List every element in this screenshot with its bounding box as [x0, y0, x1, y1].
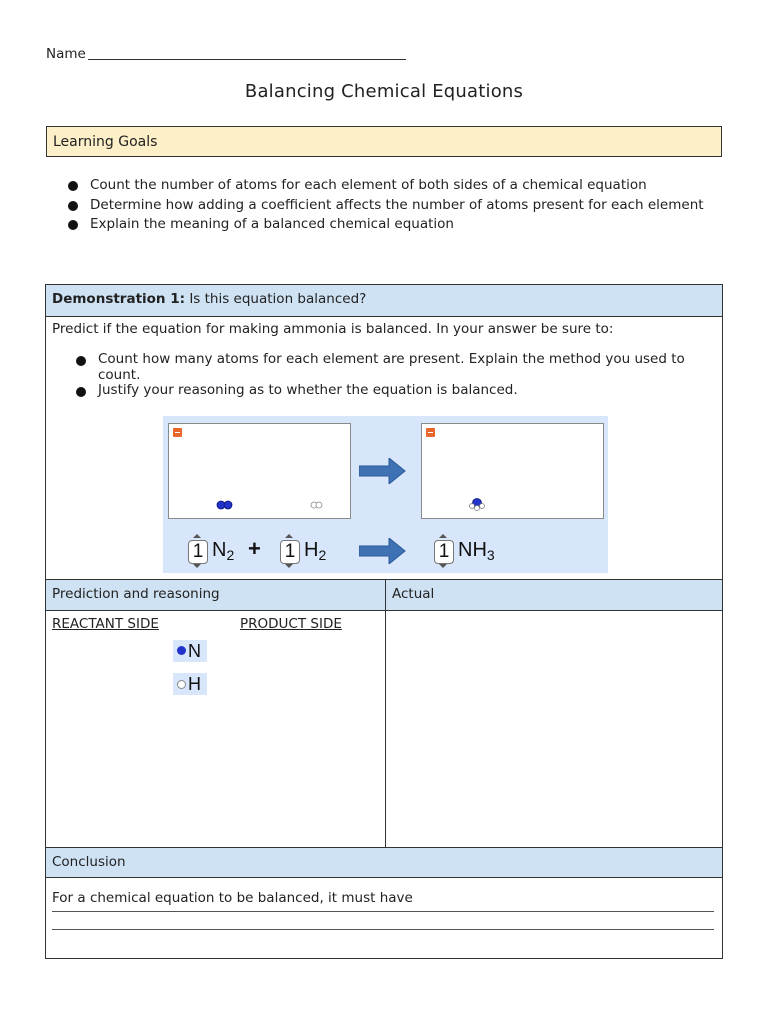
product-molecule: [422, 424, 605, 520]
name-field[interactable]: [46, 46, 406, 62]
coefficient-value: 1: [280, 540, 300, 564]
reaction-arrow-icon: [359, 458, 409, 484]
reactant-side-label: REACTANT SIDE: [52, 616, 159, 632]
product-side-label: PRODUCT SIDE: [240, 616, 342, 632]
page-title: Balancing Chemical Equations: [244, 81, 524, 102]
conclusion-prompt: For a chemical equation to be balanced, it must have: [52, 890, 413, 906]
demonstration-label: Demonstration 1:: [52, 291, 186, 307]
task-list: [76, 352, 716, 399]
prediction-answer-area[interactable]: [46, 611, 385, 847]
decrement-icon[interactable]: [193, 564, 201, 568]
decrement-icon[interactable]: [439, 564, 447, 568]
actual-answer-area[interactable]: [386, 611, 722, 847]
hydrogen-atom: [316, 502, 322, 508]
name-label: Name: [46, 46, 86, 62]
learning-goals-list: [68, 176, 718, 235]
coefficient-value: 1: [434, 540, 454, 564]
answer-line[interactable]: [52, 911, 714, 912]
prediction-actual-header: [46, 580, 722, 610]
equation-arrow-icon: [359, 538, 409, 564]
learning-goals-header: [46, 126, 722, 157]
demonstration-header: [46, 285, 722, 316]
element-hydrogen: H: [173, 673, 207, 695]
coefficient-stepper-h2[interactable]: [280, 534, 300, 568]
coefficient-stepper-nh3[interactable]: [434, 534, 454, 568]
conclusion-header: [46, 848, 722, 877]
nitrogen-atom: [224, 501, 232, 509]
prediction-heading: Prediction and reasoning: [52, 586, 220, 602]
list-item: Justify your reasoning as to whether the equation is balanced.: [76, 383, 716, 399]
coefficient-stepper-n2[interactable]: [188, 534, 208, 568]
simulation-panel: [163, 416, 608, 573]
hydrogen-atom: [470, 504, 475, 509]
increment-icon[interactable]: [193, 534, 201, 538]
demonstration-table: [45, 284, 723, 959]
conclusion-heading: Conclusion: [52, 854, 126, 870]
increment-icon[interactable]: [285, 534, 293, 538]
increment-icon[interactable]: [439, 534, 447, 538]
plus-sign: +: [248, 536, 261, 561]
divider: [46, 316, 722, 317]
formula-h2: $H_2$: [304, 539, 327, 563]
product-view: [421, 423, 604, 519]
answer-line[interactable]: [52, 929, 714, 930]
demonstration-question: Is this equation balanced?: [189, 291, 367, 307]
actual-heading: Actual: [392, 586, 435, 602]
reactant-molecules: [169, 424, 352, 520]
list-item: Count the number of atoms for each element of both sides of a chemical equation: [68, 176, 718, 196]
coefficient-value: 1: [188, 540, 208, 564]
element-nitrogen: N: [173, 640, 207, 662]
list-item: Count how many atoms for each element are present. Explain the method you used to count.: [76, 352, 716, 383]
learning-goals-title: Learning Goals: [53, 134, 158, 150]
formula-n2: $N_2$: [212, 539, 235, 563]
decrement-icon[interactable]: [285, 564, 293, 568]
prediction-prompt: Predict if the equation for making ammonia is balanced. In your answer be sure to:: [52, 321, 614, 337]
hydrogen-atom: [480, 504, 485, 509]
formula-nh3: $NH_3$: [458, 539, 495, 563]
divider: [46, 877, 722, 878]
hydrogen-atom: [475, 506, 480, 511]
list-item: Determine how adding a coefficient affects the number of atoms present for each element: [68, 196, 718, 216]
list-item: Explain the meaning of a balanced chemical equation: [68, 215, 718, 235]
reactant-view: [168, 423, 351, 519]
name-blank-line[interactable]: [88, 59, 406, 60]
